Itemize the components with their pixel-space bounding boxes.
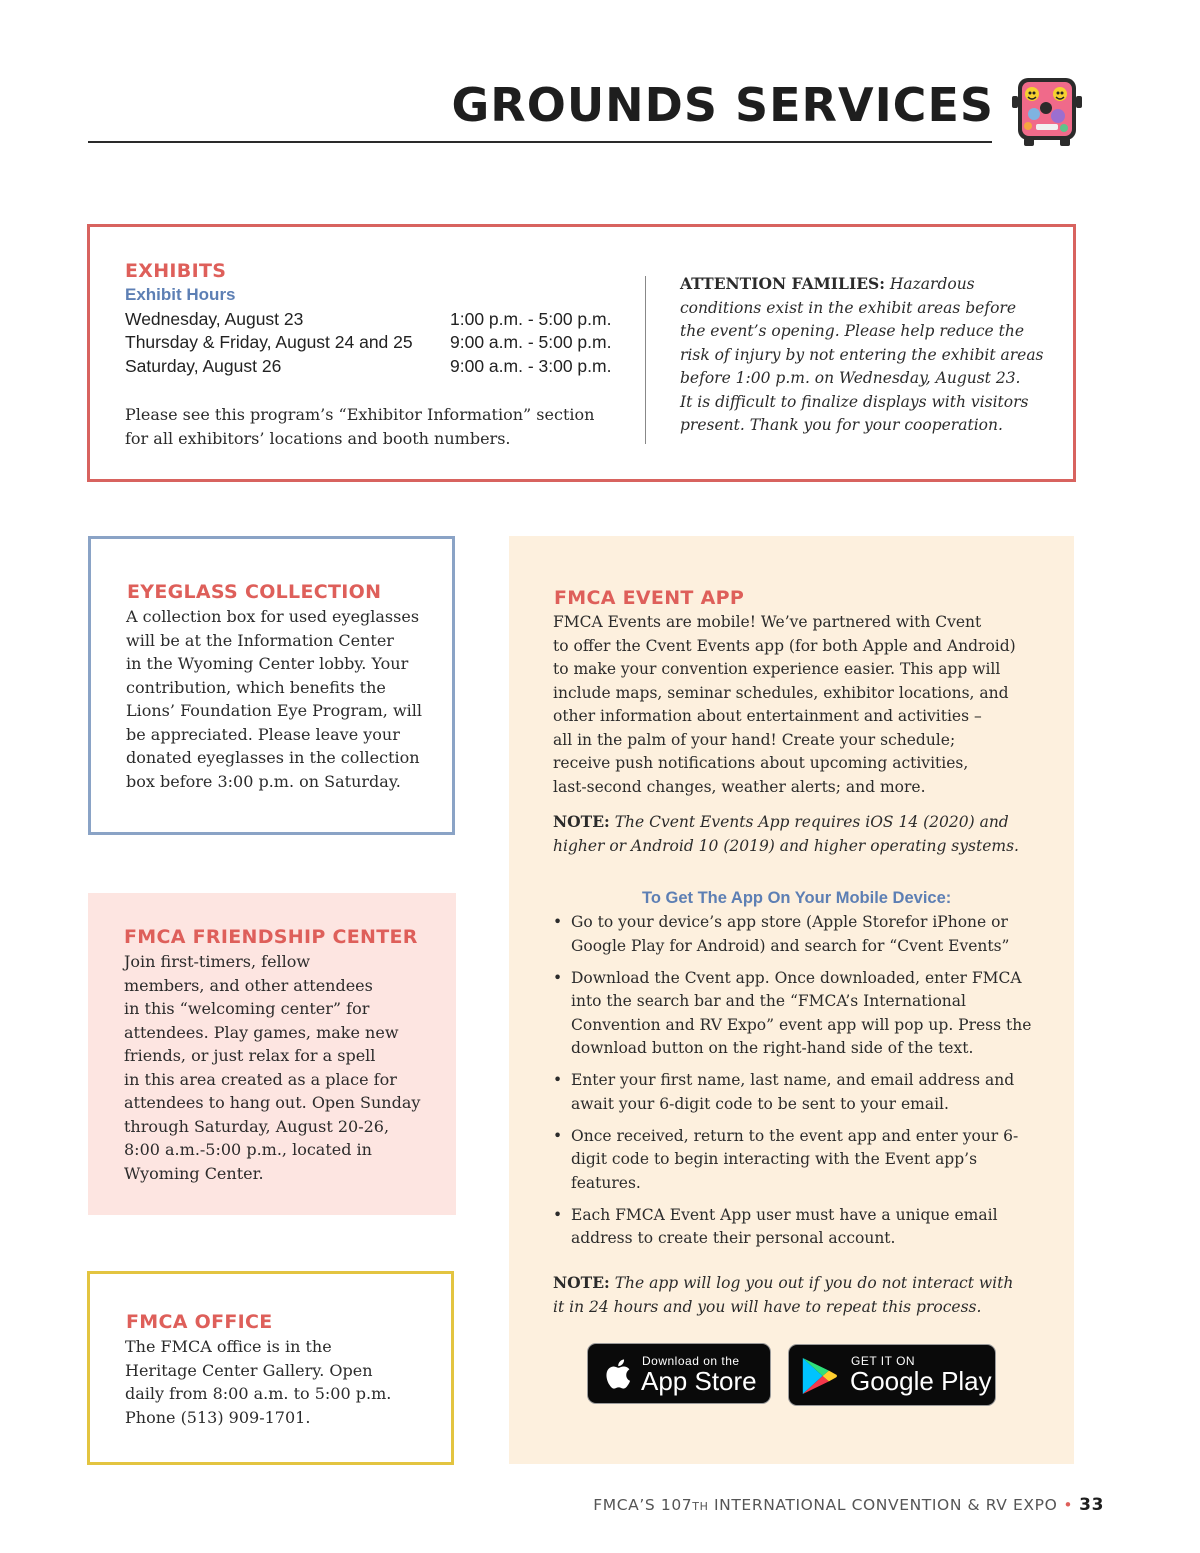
text-line: through Saturday, August 20-26,: [124, 1116, 390, 1136]
eyeglass-text: [126, 605, 422, 793]
app-heading: FMCA EVENT APP: [554, 587, 745, 609]
note-label: NOTE:: [553, 812, 610, 831]
text-line: conditions exist in the exhibit areas before: [680, 298, 1016, 317]
text-line: donated eyeglasses in the collection: [126, 748, 420, 767]
hours-day: Wednesday, August 23: [125, 309, 304, 329]
footer-bullet: •: [1063, 1496, 1074, 1514]
footer-event-name: FMCA’S 107: [593, 1496, 693, 1514]
attention-label: ATTENTION FAMILIES:: [680, 274, 885, 293]
text-line: other information about entertainment and activities –: [553, 707, 982, 725]
text-line: daily from 8:00 a.m. to 5:00 p.m.: [125, 1384, 392, 1403]
page-title: GROUNDS SERVICES: [451, 78, 994, 132]
eyeglass-heading: EYEGLASS COLLECTION: [127, 581, 382, 603]
office-heading: FMCA OFFICE: [126, 1311, 273, 1333]
text-line: Please see this program’s “Exhibitor Information” section: [125, 405, 595, 424]
text-line: in this area created as a place for: [124, 1069, 397, 1089]
friendship-text: [124, 950, 420, 1185]
title-rule: [88, 141, 992, 143]
apple-icon: [602, 1357, 632, 1391]
text-line: will be at the Information Center: [126, 630, 394, 650]
text-line: to offer the Cvent Events app (for both Apple and Android): [553, 636, 1016, 655]
text-line: Hazardous: [889, 275, 975, 293]
text-line: members, and other attendees: [124, 975, 373, 995]
hours-time: 9:00 a.m. - 5:00 p.m.: [450, 332, 612, 352]
install-steps-list: [553, 911, 1043, 1259]
text-line: higher or Android 10 (2019) and higher operating systems.: [553, 836, 1019, 855]
hours-time: 1:00 p.m. - 5:00 p.m.: [450, 309, 612, 329]
friendship-heading: FMCA FRIENDSHIP CENTER: [124, 926, 418, 948]
page-footer: [593, 1495, 1104, 1515]
list-item: • Go to your device’s app store (Apple Storefor iPhone or Google Play for Android) and search for “Cvent Events”: [553, 911, 1043, 958]
text-line: contribution, which benefits the: [126, 677, 386, 697]
google-play-small-text: GET IT ON: [851, 1354, 916, 1368]
office-text: [125, 1335, 391, 1429]
text-line: FMCA Events are mobile! We’ve partnered with Cvent: [553, 613, 982, 631]
ios-requirement-note: [553, 810, 1023, 858]
exhibit-hours-subheading: Exhibit Hours: [125, 285, 236, 304]
text-line: box before 3:00 p.m. on Saturday.: [126, 771, 401, 791]
text-line: Join first-timers, fellow: [124, 952, 311, 971]
footer-ordinal: TH: [692, 1500, 709, 1513]
google-play-big-text: Google Play: [850, 1366, 992, 1396]
text-line: The app will log you out if you do not interact with: [614, 1274, 1014, 1292]
exhibits-heading: EXHIBITS: [125, 260, 227, 282]
text-line: in this “welcoming center” for: [124, 999, 370, 1018]
text-line: Wyoming Center.: [124, 1163, 264, 1183]
text-line: The Cvent Events App requires iOS 14 (2020) and: [614, 813, 1009, 831]
text-line: A collection box for used eyeglasses: [126, 607, 420, 626]
text-line: The FMCA office is in the: [125, 1337, 332, 1356]
column-divider: [645, 276, 646, 444]
text-line: It is difficult to finalize displays with visitors: [680, 392, 1029, 411]
hours-time: 9:00 a.m. - 3:00 p.m.: [450, 356, 612, 376]
text-line: to make your convention experience easier. This app will: [553, 660, 1001, 678]
text-line: attendees. Play games, make new: [124, 1022, 399, 1042]
list-item: • Each FMCA Event App user must have a unique email address to create their personal account.: [553, 1204, 1043, 1251]
app-store-small-text: Download on the: [642, 1354, 740, 1368]
hours-day: Thursday & Friday, August 24 and 25: [125, 332, 413, 352]
steps-heading: To Get The App On Your Mobile Device:: [642, 889, 952, 907]
list-item: • Enter your first name, last name, and email address and await your 6-digit code to be sent to your email.: [553, 1069, 1043, 1116]
text-line: include maps, seminar schedules, exhibitor locations, and: [553, 683, 1009, 702]
text-line: receive push notifications about upcoming activities,: [553, 754, 969, 772]
text-line: in the Wyoming Center lobby. Your: [126, 654, 409, 673]
page-number: 33: [1079, 1495, 1104, 1515]
text-line: Phone (513) 909-1701.: [125, 1407, 311, 1427]
google-play-badge[interactable]: [788, 1344, 996, 1406]
footer-event-name-rest: INTERNATIONAL CONVENTION & RV EXPO: [708, 1496, 1058, 1514]
note-label: NOTE:: [553, 1273, 610, 1292]
exhibitor-info-text: [125, 403, 594, 450]
text-line: friends, or just relax for a spell: [124, 1046, 376, 1065]
text-line: 8:00 a.m.-5:00 p.m., located in: [124, 1140, 372, 1159]
text-line: all in the palm of your hand! Create your schedule;: [553, 730, 956, 749]
text-line: before 1:00 p.m. on Wednesday, August 23.: [680, 369, 1021, 387]
attention-families-notice: [680, 272, 1045, 438]
list-item: • Once received, return to the event app and enter your 6-digit code to begin interacting with the Event app’s features.: [553, 1125, 1043, 1196]
text-line: risk of injury by not entering the exhibit areas: [680, 345, 1044, 364]
text-line: be appreciated. Please leave your: [126, 724, 400, 744]
text-line: attendees to hang out. Open Sunday: [124, 1093, 421, 1112]
text-line: Heritage Center Gallery. Open: [125, 1360, 373, 1380]
text-line: last-second changes, weather alerts; and more.: [553, 777, 926, 796]
list-item: • Download the Cvent app. Once downloaded, enter FMCA into the search bar and the “FMCA’s International Convention and RV Expo” event app will pop up. Press the download button on the right-hand side of the text.: [553, 967, 1043, 1061]
app-store-badge[interactable]: [587, 1343, 771, 1404]
app-store-big-text: App Store: [641, 1366, 757, 1396]
app-intro-text: [553, 611, 1016, 799]
text-line: it in 24 hours and you will have to repeat this process.: [553, 1297, 982, 1316]
bus-mascot-icon: [1012, 74, 1082, 148]
logout-note: [553, 1271, 1023, 1319]
google-play-icon: [801, 1356, 837, 1396]
text-line: Lions’ Foundation Eye Program, will: [126, 701, 423, 720]
text-line: for all exhibitors’ locations and booth numbers.: [125, 428, 511, 448]
text-line: present. Thank you for your cooperation.: [680, 416, 1003, 434]
hours-day: Saturday, August 26: [125, 356, 282, 376]
text-line: the event’s opening. Please help reduce the: [680, 322, 1025, 340]
